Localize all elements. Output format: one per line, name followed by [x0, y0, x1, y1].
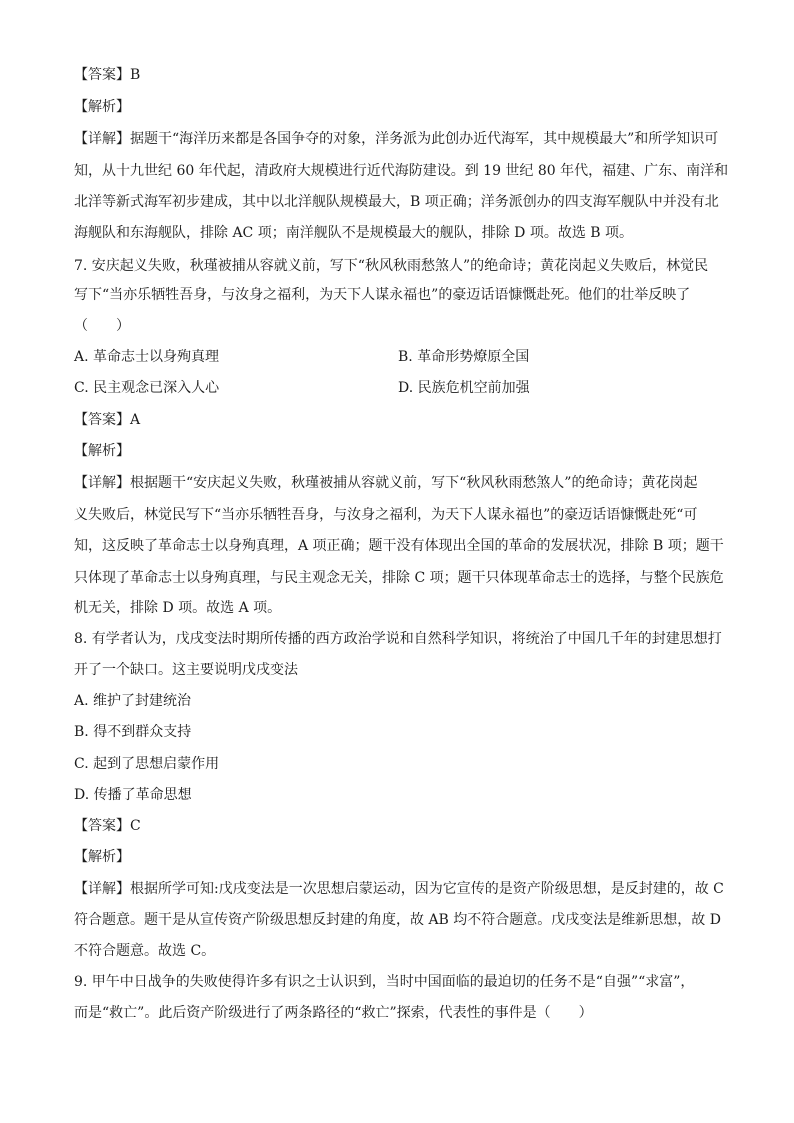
answer-value: A [130, 412, 141, 428]
answer-tag: 【答案】 [74, 67, 130, 83]
q8-stem-line: 8. 有学者认为，戊戌变法时期所传播的西方政治学说和自然科学知识，将统治了中国几千年的封建思想打 [74, 631, 722, 647]
q8-option-c: C. 起到了思想启蒙作用 [74, 756, 220, 772]
q7-option-d: D. 民族危机空前加强 [398, 380, 530, 396]
q6-answer [74, 65, 140, 85]
answer-tag: 【答案】 [74, 412, 130, 428]
q7-answer [74, 410, 140, 430]
q7-analysis-tag: 【解析】 [74, 443, 130, 459]
q7-stem-line: （ ） [74, 318, 130, 334]
q9-stem-line: 9. 甲午中日战争的失败使得许多有识之士认识到，当时中国面临的最迫切的任务不是“自强”“求富”， [74, 974, 695, 990]
answer-value: B [130, 67, 141, 83]
q7-detail-line: 只体现了革命志士以身殉真理，与民主观念无关，排除 C 项；题干只体现革命志士的选择，与整个民族危 [74, 570, 724, 586]
answer-value: C [130, 818, 141, 834]
q8-option-d: D. 传播了革命思想 [74, 787, 192, 803]
q6-analysis-tag: 【解析】 [74, 99, 130, 115]
q8-detail-line: 不符合题意。故选 C。 [74, 943, 216, 959]
q7-stem-line: 写下“当亦乐牺牲吾身，与汝身之福利，为天下人谋永福也”的豪迈话语慷慨赴死。他们的壮举反映了 [74, 287, 691, 303]
q6-detail-line: 北洋等新式海军初步建成，其中以北洋舰队规模最大，B 项正确；洋务派创办的四支海军舰队中并没有北 [74, 194, 719, 210]
q9-stem-line: 而是“救亡”。此后资产阶级进行了两条路径的“救亡”探索，代表性的事件是（ ） [74, 1005, 593, 1021]
q8-detail-line: 【详解】根据所学可知:戊戌变法是一次思想启蒙运动，因为它宣传的是资产阶级思想，是反封建的，故 C [74, 881, 724, 897]
q7-option-b: B. 革命形势燎原全国 [398, 349, 530, 365]
q8-option-a: A. 维护了封建统治 [74, 693, 192, 709]
q8-detail-line: 符合题意。题干是从宣传资产阶级思想反封建的角度，故 AB 均不符合题意。戊戌变法是维新思想，故 D [74, 912, 721, 928]
q8-stem-line: 开了一个缺口。这主要说明戊戌变法 [74, 662, 298, 678]
q7-detail-line: 机无关，排除 D 项。故选 A 项。 [74, 600, 282, 616]
q8-answer [74, 816, 141, 836]
q7-detail-line: 知，这反映了革命志士以身殉真理，A 项正确；题干没有体现出全国的革命的发展状况，排除 B 项；题干 [74, 538, 724, 554]
q7-detail-line: 义失败后，林觉民写下“当亦乐牺牲吾身，与汝身之福利，为天下人谋永福也”的豪迈话语慷慨赴死“可 [74, 507, 698, 523]
q7-stem-line: 7. 安庆起义失败，秋瑾被捕从容就义前，写下“秋风秋雨愁煞人”的绝命诗；黄花岗起义失败后，林觉民 [74, 258, 709, 274]
q7-option-c: C. 民主观念已深入人心 [74, 380, 220, 396]
q7-detail-line: 【详解】根据题干“安庆起义失败，秋瑾被捕从容就义前，写下“秋风秋雨愁煞人”的绝命诗；黄花岗起 [74, 475, 698, 491]
q6-detail-line: 海舰队和东海舰队，排除 AC 项；南洋舰队不是规模最大的舰队，排除 D 项。故选 B 项。 [74, 225, 634, 241]
q6-detail-line: 知，从十九世纪 60 年代起，清政府大规模进行近代海防建设。到 19 世纪 80 年代，福建、广东、南洋和 [74, 163, 729, 179]
answer-tag: 【答案】 [74, 818, 130, 834]
q7-option-a: A. 革命志士以身殉真理 [74, 349, 220, 365]
q8-option-b: B. 得不到群众支持 [74, 724, 192, 740]
q8-analysis-tag: 【解析】 [74, 849, 130, 865]
q6-detail-line: 【详解】据题干“海洋历来都是各国争夺的对象，洋务派为此创办近代海军，其中规模最大”和所学知识可 [74, 131, 719, 147]
